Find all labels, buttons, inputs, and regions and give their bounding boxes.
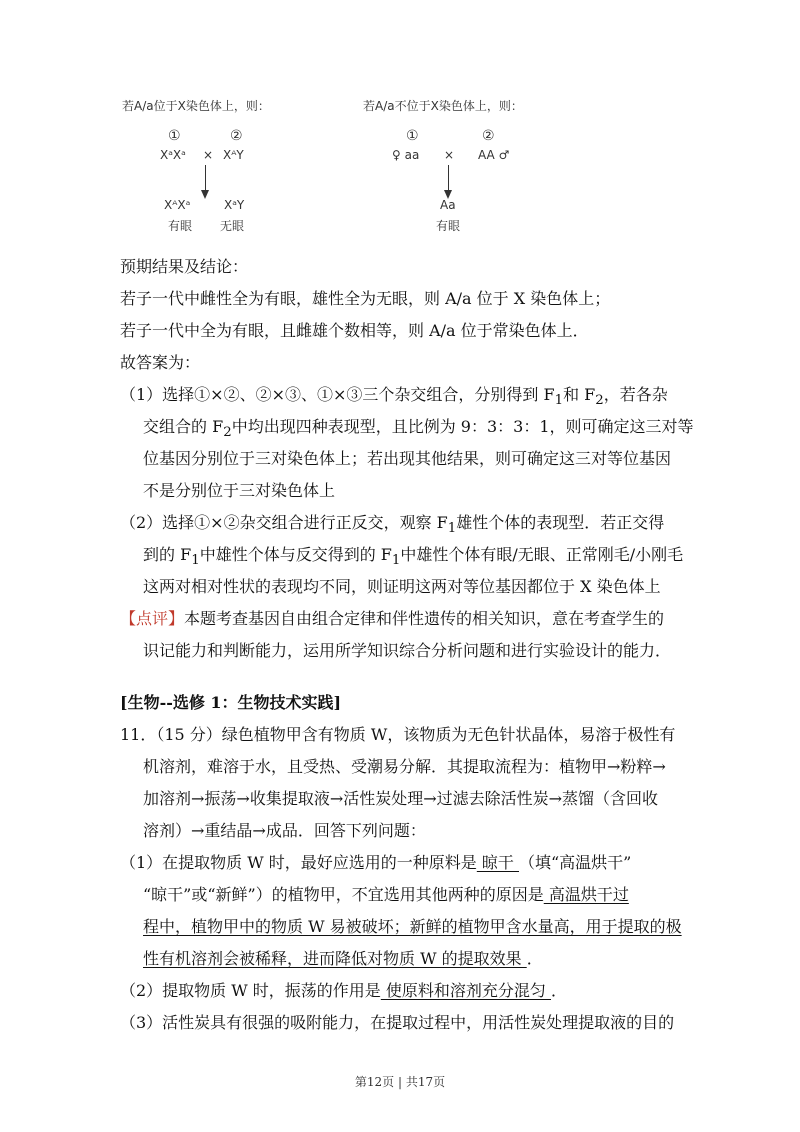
- text-run: 和 F: [563, 385, 596, 404]
- text-run: 中均出现四种表现型，且比例为 9：3：3：1，则可确定这三对等: [231, 417, 694, 436]
- text-run: （1）在提取物质 W 时，最好应选用的一种原料是: [120, 853, 477, 872]
- text-run: （2）选择①×②杂交组合进行正反交，观察 F: [120, 513, 448, 532]
- comment-line-2: 识记能力和判断能力，运用所学知识综合分析问题和进行实验设计的能力．: [143, 641, 672, 660]
- answer-blank: 晾干: [476, 853, 519, 872]
- text-run: “晾干”或“新鲜”）的植物甲，不宜选用其他两种的原因是: [143, 885, 544, 904]
- parent-2-genotype: AA ♂: [478, 148, 510, 162]
- cross-symbol: ×: [203, 148, 214, 162]
- page-footer: 第12页 | 共17页: [354, 1075, 446, 1089]
- answer-heading: 故答案为：: [120, 353, 201, 372]
- answer-1-line-1: [120, 384, 668, 412]
- text-run: （1）选择①×②、②×③、①×③三个杂交组合，分别得到 F: [120, 385, 555, 404]
- question-11-line-3: 加溶剂→振荡→收集提取液→活性炭处理→过滤去除活性炭→蒸馏（含回收: [143, 789, 659, 808]
- text-run: 本题考查基因自由组合定律和伴性遗传的相关知识，意在考查学生的: [184, 609, 665, 628]
- parent-1-number: ①: [168, 128, 181, 144]
- sub-question-3-line-1: （3）活性炭具有很强的吸附能力，在提取过程中，用活性炭处理提取液的目的: [120, 1013, 675, 1032]
- text-run: 到的 F: [143, 545, 192, 564]
- subscript: 1: [391, 553, 401, 569]
- offspring-phenotype: 有眼: [436, 219, 461, 233]
- comment-tag: 【点评】: [120, 609, 185, 628]
- parent-2-number: ②: [230, 128, 243, 144]
- sub-question-1-line-4: [143, 948, 543, 970]
- offspring-female-genotype: XᴬXᵃ: [164, 198, 191, 212]
- sub-question-1-line-1: [120, 852, 631, 874]
- text-run: 交组合的 F: [143, 417, 224, 436]
- text-run: ．: [551, 981, 568, 1000]
- parent-1-number: ①: [406, 128, 419, 144]
- cross-arrow-shaft: [205, 165, 206, 191]
- answer-2-line-1: [120, 512, 664, 540]
- subscript: 1: [554, 393, 564, 409]
- text-run: （填“高温烘干”: [519, 853, 632, 872]
- subscript: 2: [223, 425, 232, 441]
- comment-line-1: [120, 608, 664, 630]
- conclusion-autosomal: 若子一代中全为有眼，且雌雄个数相等，则 A/a 位于常染色体上．: [120, 321, 589, 340]
- text-run: ．: [526, 949, 543, 968]
- answer-1-line-4: 不是分别位于三对染色体上: [143, 481, 336, 500]
- text-run: ，若各杂: [603, 385, 668, 404]
- offspring-male-phenotype: 无眼: [220, 219, 245, 233]
- cross-arrow-shaft: [448, 165, 449, 191]
- text-run: （2）提取物质 W 时，振荡的作用是: [120, 981, 381, 1000]
- text-run: 雄性个体的表现型．若正交得: [456, 513, 665, 532]
- offspring-genotype: Aa: [440, 198, 456, 212]
- sub-question-1-line-3: 程中，植物甲中的物质 W 易被破坏；新鲜的植物甲含水量高，用于提取的极: [143, 917, 682, 936]
- cross-arrow-head: [201, 190, 209, 199]
- question-11-line-1: 11．（15 分）绿色植物甲含有物质 W，该物质为无色针状晶体，易溶于极性有: [120, 725, 676, 744]
- subscript: 1: [447, 521, 457, 537]
- subscript: 1: [191, 553, 200, 569]
- text-run: 中雄性个体与反交得到的 F: [199, 545, 392, 564]
- diagram-caption: 若A/a位于X染色体上，则：: [122, 99, 270, 113]
- answer-1-line-3: 位基因分别位于三对染色体上；若出现其他结果，则可确定这三对等位基因: [143, 449, 672, 468]
- text-run: 中雄性个体有眼/无眼、正常刚毛/小刚毛: [400, 545, 684, 564]
- parent-2-number: ②: [482, 128, 495, 144]
- question-11-line-4: 溶剂）→重结晶→成品．回答下列问题：: [143, 821, 426, 840]
- answer-blank: 使原料和溶剂充分混匀: [380, 981, 551, 1000]
- question-11-line-2: 机溶剂，难溶于水，且受热、受潮易分解．其提取流程为：植物甲→粉粹→: [143, 757, 666, 776]
- answer-2-line-2: [143, 544, 683, 572]
- subscript: 2: [595, 393, 604, 409]
- diagram-caption: 若A/a不位于X染色体上，则：: [363, 99, 523, 113]
- answer-2-line-3: 这两对相对性状的表现均不同，则证明这两对等位基因都位于 X 染色体上: [143, 577, 661, 596]
- answer-1-line-2: [143, 416, 694, 444]
- answer-blank: 高温烘干过: [543, 885, 629, 904]
- sub-question-2: [120, 980, 567, 1002]
- conclusion-x-linked: 若子一代中雌性全为有眼，雄性全为无眼，则 A/a 位于 X 染色体上；: [120, 289, 611, 308]
- answer-blank: 性有机溶剂会被稀释，进而降低对物质 W 的提取效果: [143, 949, 527, 968]
- offspring-female-phenotype: 有眼: [168, 219, 193, 233]
- offspring-male-genotype: XᵃY: [224, 198, 245, 212]
- cross-symbol: ×: [444, 148, 455, 162]
- sub-question-1-line-2: [143, 884, 629, 906]
- parent-1-genotype: ♀ aa: [392, 148, 420, 162]
- parent-2-genotype: XᴬY: [223, 148, 244, 162]
- section-heading: [生物--选修 1：生物技术实践]: [120, 693, 342, 712]
- result-heading: 预期结果及结论：: [120, 257, 249, 276]
- parent-1-genotype: XᵃXᵃ: [160, 148, 186, 162]
